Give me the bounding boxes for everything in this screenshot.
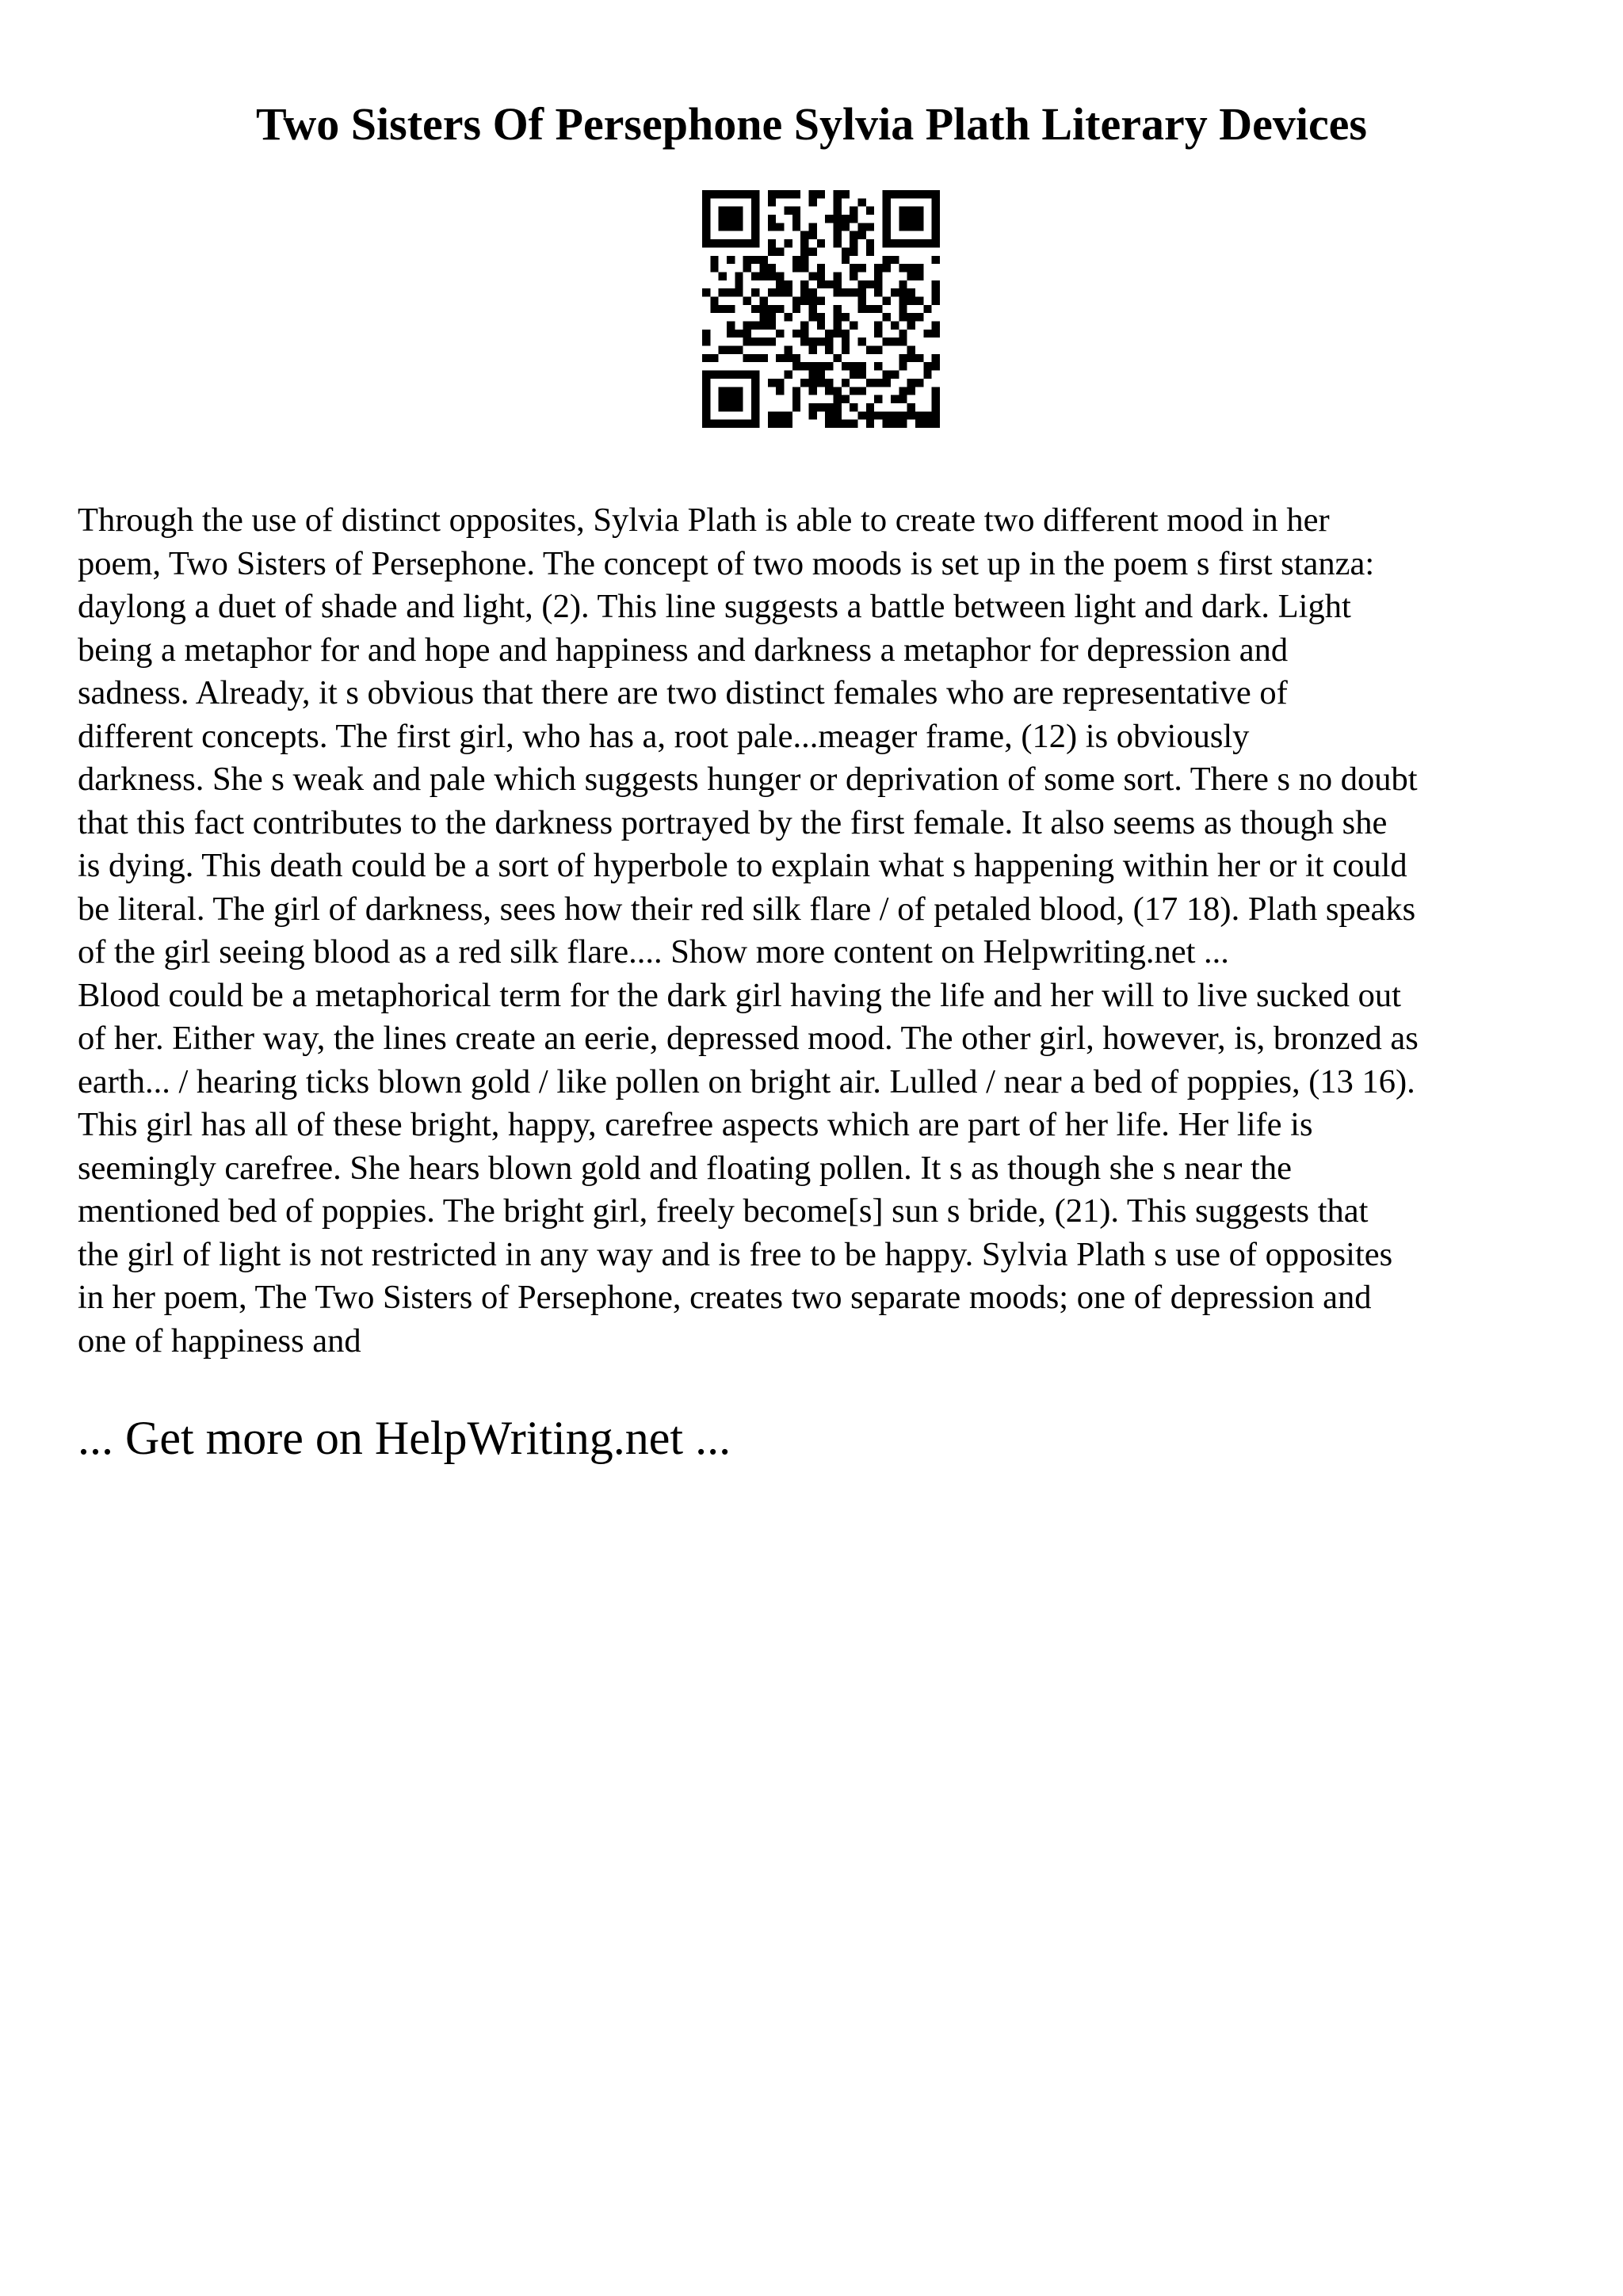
body-line: one of happiness and: [78, 1322, 361, 1360]
body-line: in her poem, The Two Sisters of Persephone, creates two separate moods; one of depression and: [78, 1279, 1372, 1316]
body-line: the girl of light is not restricted in any way and is free to be happy. Sylvia Plath s use of opposites: [78, 1235, 1393, 1273]
body-line: that this fact contributes to the darkness portrayed by the first female. It also seems as though she: [78, 803, 1388, 841]
body-line: of her. Either way, the lines create an eerie, depressed mood. The other girl, however, is, bronzed as: [78, 1020, 1419, 1057]
body-line: darkness. She s weak and pale which suggests hunger or deprivation of some sort. There s no doubt: [78, 761, 1418, 798]
page-title: Two Sisters Of Persephone Sylvia Plath Literary Devices: [256, 98, 1367, 150]
body-paragraph: [78, 499, 1568, 1363]
body-line: seemingly carefree. She hears blown gold and floating pollen. It s as though she s near the: [78, 1149, 1292, 1187]
body-line: Blood could be a metaphorical term for the dark girl having the life and her will to live sucked out: [78, 976, 1401, 1014]
body-line: of the girl seeing blood as a red silk flare.... Show more content on Helpwriting.net ...: [78, 933, 1229, 971]
body-line: being a metaphor for and hope and happiness and darkness a metaphor for depression and: [78, 631, 1289, 669]
body-line: different concepts. The first girl, who has a, root pale...meager frame, (12) is obviously: [78, 717, 1250, 755]
body-line: be literal. The girl of darkness, sees how their red silk flare / of petaled blood, (17 18). Plath speaks: [78, 890, 1416, 928]
body-line: sadness. Already, it s obvious that there are two distinct females who are representative of: [78, 674, 1288, 711]
body-line: Through the use of distinct opposites, Sylvia Plath is able to create two different mood in her: [78, 502, 1330, 539]
body-line: daylong a duet of shade and light, (2). This line suggests a battle between light and dark. Light: [78, 588, 1351, 625]
qr-code-icon: [702, 190, 940, 428]
get-more-link[interactable]: ... Get more on HelpWriting.net ...: [78, 1412, 731, 1464]
body-line: is dying. This death could be a sort of hyperbole to explain what s happening within her or it could: [78, 847, 1407, 884]
body-line: This girl has all of these bright, happy, carefree aspects which are part of her life. Her life is: [78, 1106, 1313, 1143]
body-line: poem, Two Sisters of Persephone. The concept of two moods is set up in the poem s first stanza:: [78, 544, 1375, 582]
body-line: earth... / hearing ticks blown gold / like pollen on bright air. Lulled / near a bed of poppies, (13 16).: [78, 1062, 1415, 1100]
body-line: mentioned bed of poppies. The bright girl, freely become[s] sun s bride, (21). This suggests that: [78, 1192, 1369, 1230]
